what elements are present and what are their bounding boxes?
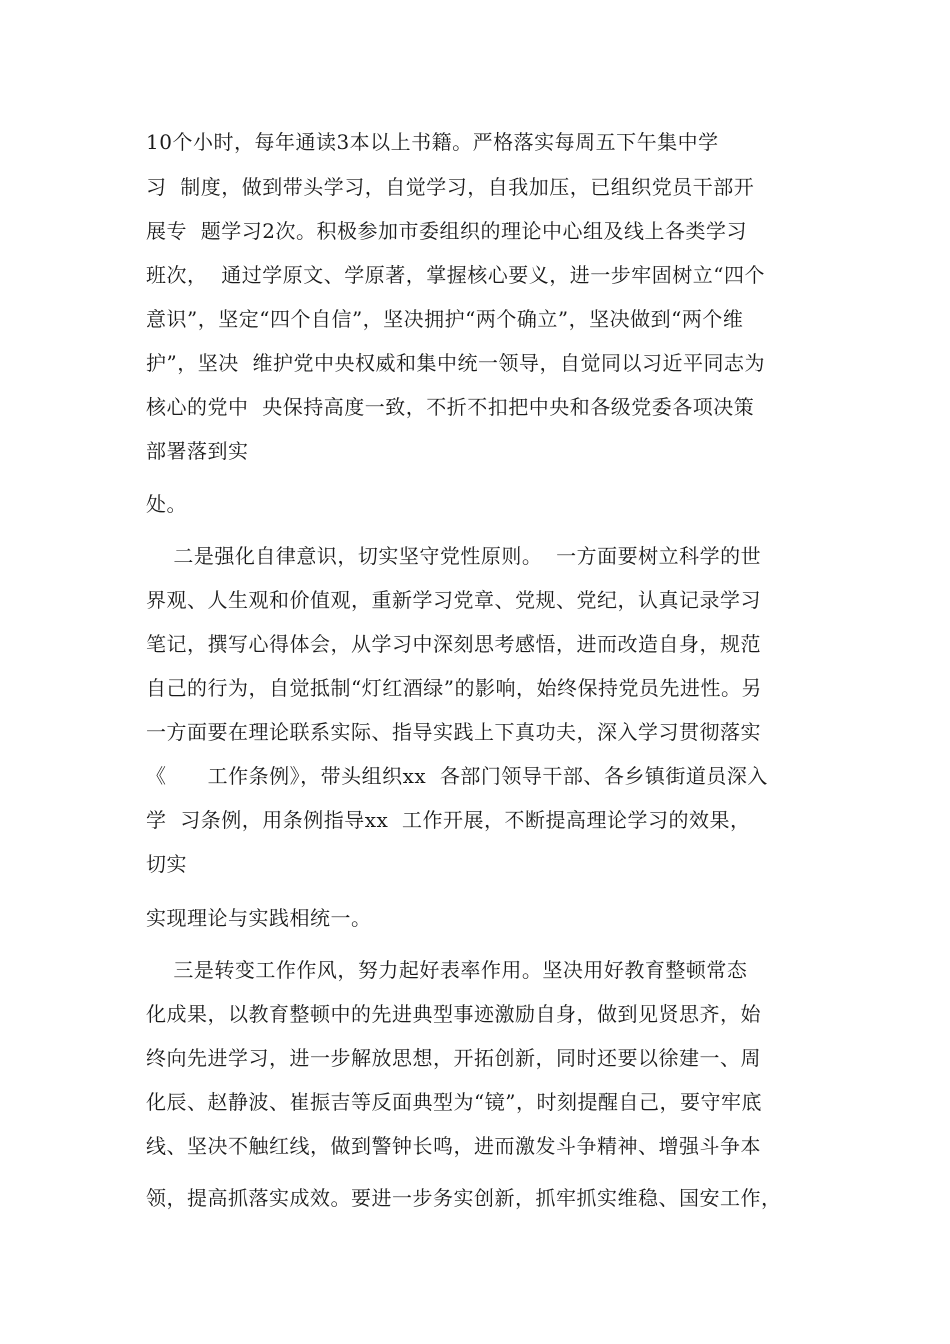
paragraph-2-line-2: 界观、人生观和价值观，重新学习党章、党规、党纪，认真记录学习 [146,588,761,612]
paragraph-2-line-5: 一方面要在理论联系实际、指导实践上下真功夫，深入学习贯彻落实 [146,720,761,744]
paragraph-2-line-3: 笔记，撰写心得体会，从学习中深刻思考感悟，进而改造自身，规范 [146,632,761,656]
paragraph-1-line-8: 部署落到实 [146,439,249,463]
paragraph-1-line-3: 展专 题学习2次。积极参加市委组织的理论中心组及线上各类学习 [146,219,747,243]
paragraph-1-line-1: 10个小时，每年通读3本以上书籍。严格落实每周五下午集中学 [146,130,719,154]
paragraph-3-line-2: 化成果，以教育整顿中的先进典型事迹激励自身，做到见贤思齐，始 [146,1002,761,1026]
paragraph-3-line-5: 线、坚决不触红线，做到警钟长鸣，进而激发斗争精神、增强斗争本 [146,1134,761,1158]
paragraph-1-line-2: 习 制度，做到带头学习，自觉学习，自我加压，已组织党员干部开 [146,175,755,199]
paragraph-2-line-4: 自己的行为，自觉抵制“灯红酒绿”的影响，始终保持党员先进性。另 [146,676,762,700]
paragraph-3-line-4: 化辰、赵静波、崔振吉等反面典型为“镜”，时刻提醒自己，要守牢底 [146,1090,762,1114]
paragraph-2-line-7: 学 习条例，用条例指导xx 工作开展，不断提高理论学习的效果， [146,808,751,832]
paragraph-1-line-5: 意识”，坚定“四个自信”，坚决拥护“两个确立”，坚决做到“两个维 [146,307,744,331]
paragraph-1-line-6: 护”，坚决 维护党中央权威和集中统一领导，自觉同以习近平同志为 [146,351,765,375]
paragraph-3-line-6: 领，提高抓落实成效。要进一步务实创新，抓牢抓实维稳、国安工作， [146,1186,782,1210]
paragraph-2-line-6: 《 工作条例》，带头组织xx 各部门领导干部、各乡镇街道员深入 [146,764,768,788]
paragraph-1-line-7: 核心的党中 央保持高度一致，不折不扣把中央和各级党委各项决策 [146,395,755,419]
paragraph-3-line-3: 终向先进学习，进一步解放思想，开拓创新，同时还要以徐建一、周 [146,1046,761,1070]
paragraph-1-line-4: 班次， 通过学原文、学原著，掌握核心要义，进一步牢固树立“四个 [146,263,765,287]
paragraph-2-line-1: 二是强化自律意识，切实坚守党性原则。 一方面要树立科学的世 [146,544,762,568]
paragraph-2-line-8: 切实 [146,852,187,876]
paragraph-1-line-9: 处。 [146,492,187,516]
paragraph-2-line-9: 实现理论与实践相统一。 [146,906,372,930]
paragraph-3-line-1: 三是转变工作作风，努力起好表率作用。坚决用好教育整顿常态 [146,958,748,982]
